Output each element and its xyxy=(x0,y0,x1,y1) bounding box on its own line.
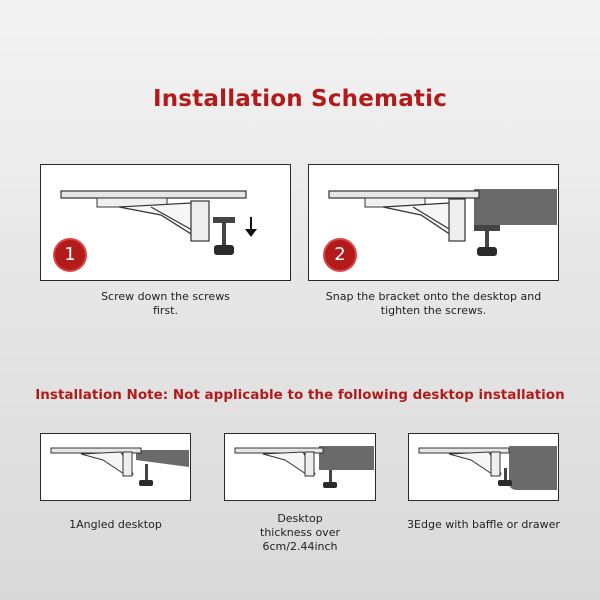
bracket-plate xyxy=(449,199,465,241)
keyboard-tray xyxy=(61,191,246,198)
case-thick-panel xyxy=(224,433,376,501)
case-thick-caption xyxy=(224,512,376,554)
screw-knob xyxy=(139,480,153,486)
screw-knob xyxy=(498,480,512,486)
baffle-desktop xyxy=(509,446,557,490)
case-thick-caption-line2: thickness over xyxy=(260,526,340,539)
step-1-caption xyxy=(40,290,291,318)
case-thick-caption-line1: Desktop xyxy=(277,512,323,525)
screw-knob xyxy=(323,482,337,488)
clamp-screw xyxy=(329,470,332,482)
case-baffle-caption-line1: 3Edge with baffle or drawer xyxy=(407,518,560,531)
case-baffle-panel xyxy=(408,433,559,501)
clamp-screw xyxy=(222,223,226,245)
clamp-screw xyxy=(504,468,507,480)
step-1-caption-line2: first. xyxy=(153,304,178,317)
screw-knob xyxy=(214,245,234,255)
case-thick-caption-line3: 6cm/2.44inch xyxy=(262,540,338,553)
case-baffle-illustration xyxy=(409,434,557,499)
case-thick-illustration xyxy=(225,434,374,499)
step-1-badge: 1 xyxy=(53,238,87,272)
clamp-screw xyxy=(485,231,489,247)
step-2-caption-line1: Snap the bracket onto the desktop and xyxy=(325,290,542,303)
step-1-panel xyxy=(40,164,291,281)
keyboard-tray xyxy=(329,191,479,198)
thick-desktop xyxy=(319,446,374,470)
screw-knob xyxy=(477,247,497,256)
bracket-plate xyxy=(191,201,209,241)
case-angled-illustration xyxy=(41,434,189,499)
desktop-slab xyxy=(474,189,557,225)
step-1-caption-line1: Screw down the screws xyxy=(101,290,230,303)
case-angled-caption-line1: 1Angled desktop xyxy=(69,518,162,531)
angled-desktop xyxy=(136,450,189,467)
clamp-screw xyxy=(145,464,148,480)
step-2-caption xyxy=(308,290,559,318)
clamp-plate xyxy=(474,225,500,231)
case-angled-panel xyxy=(40,433,191,501)
clamp-plate xyxy=(213,217,235,223)
step-2-panel xyxy=(308,164,559,281)
installation-note: Installation Note: Not applicable to the following desktop installation xyxy=(35,387,565,403)
step-2-badge: 2 xyxy=(323,238,357,272)
case-angled-caption xyxy=(40,518,191,532)
page-title: Installation Schematic xyxy=(152,86,448,112)
step-2-caption-line2: tighten the screws. xyxy=(380,304,487,317)
case-baffle-caption xyxy=(398,518,569,532)
